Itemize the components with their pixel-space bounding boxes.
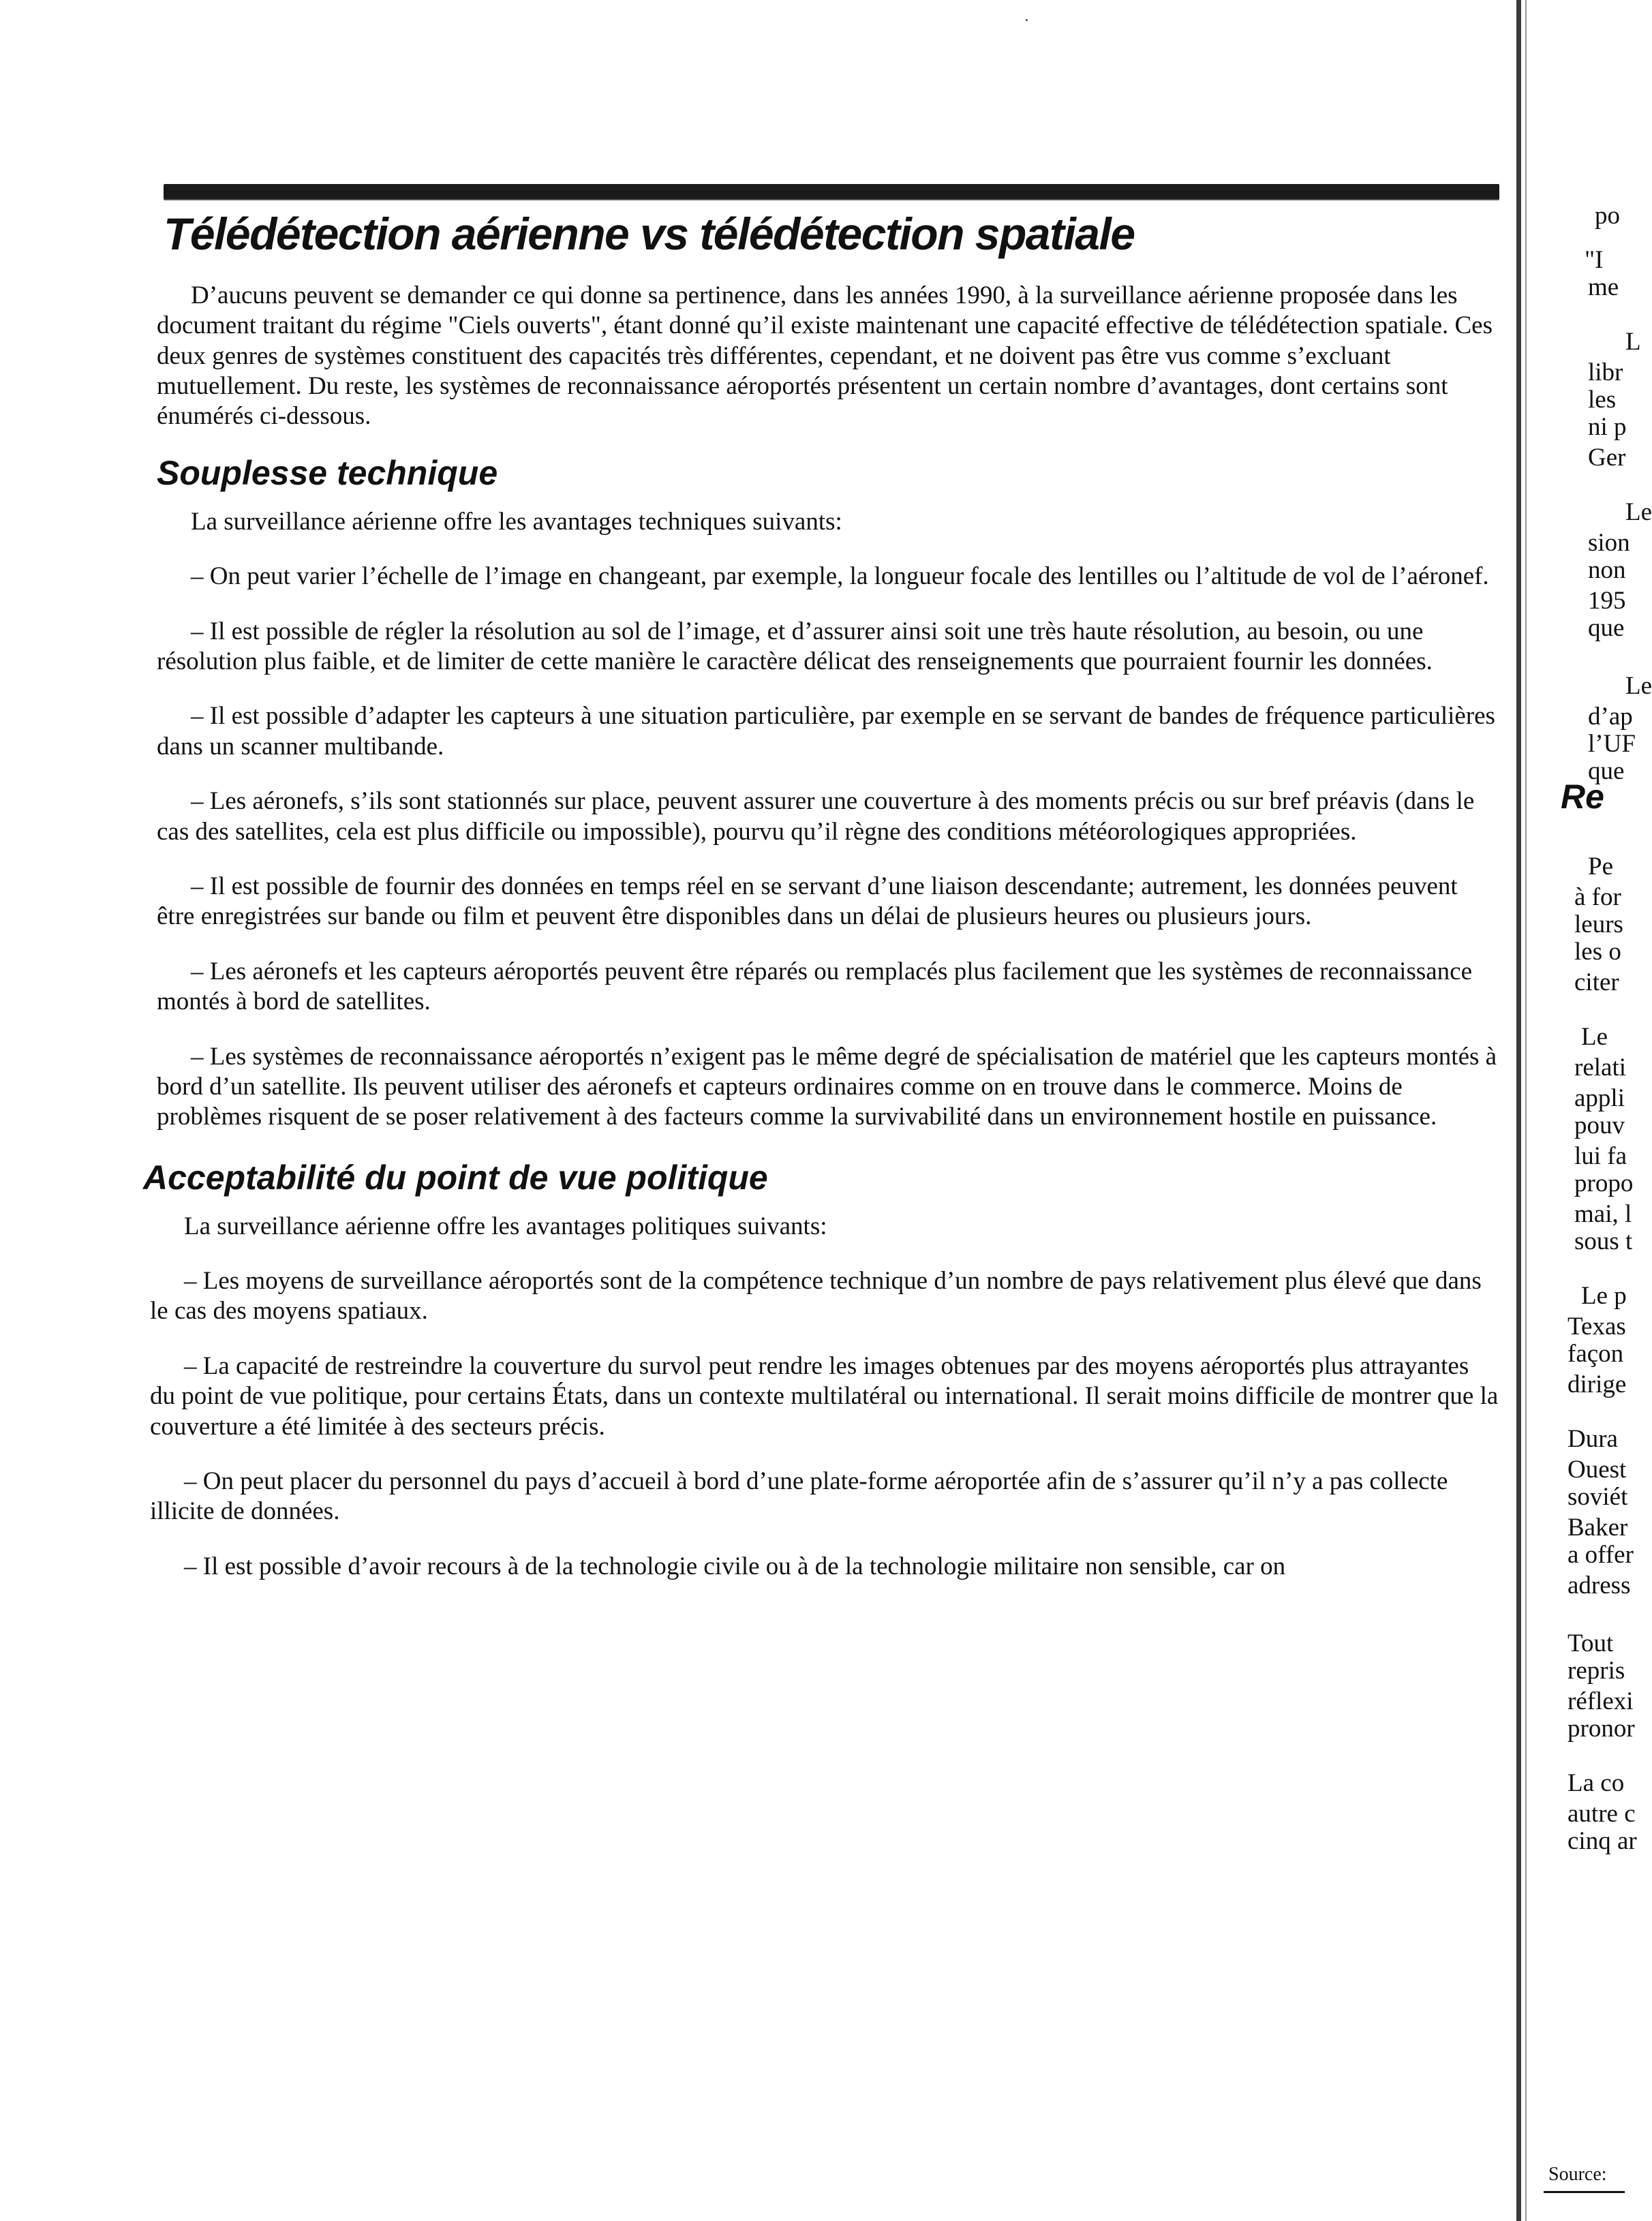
right-column-fragment: que [1588,757,1625,785]
right-column-fragment: Texas [1567,1313,1626,1341]
list-item: – Il est possible de fournir des données en temps réel en se servant d’une liaison descendante; autrement, les données peuvent être enregistrées sur bande ou film et peuvent être disponibles dans un délai de plusieurs heures ou plusieurs jours. [157,872,1458,931]
list-item: – Il est possible de régler la résolution au sol de l’image, et d’assurer ainsi soit une très haute résolution, au besoin, ou une résolution plus faible, et de limiter de cette manière le caractère délicat des renseignements que pourraient fournir les données. [157,617,1433,676]
right-column-fragment: Dura [1567,1425,1618,1453]
header-rule [164,184,1499,199]
right-column-fragment: repris [1567,1657,1625,1685]
right-column-heading: Re [1561,778,1604,816]
column-divider-shadow [1525,0,1527,2221]
source-rule [1544,2191,1625,2193]
intro-paragraph: D’aucuns peuvent se demander ce qui donne sa pertinence, dans les années 1990, à la surveillance aérienne proposée dans les document traitant du régime "Ciels ouverts", étant donné qu’il existe maintenant une capacité effective de télédétection spatiale. Ces deux genres de systèmes constituent des capacités très différentes, cependant, et ne doivent pas être vus comme s’excluant mutuellement. Du reste, les systèmes de reconnaissance aéroportés présentent un certain nombre d’avantages, dont certains sont énumérés ci-dessous. [157,281,1493,431]
right-column-fragment: adress [1567,1572,1631,1599]
list-item: – Les aéronefs, s’ils sont stationnés sur place, peuvent assurer une couverture à des moments précis ou sur bref préavis (dans le cas des satellites, cela est plus difficile ou impossible), pourvu qu’il règne des conditions météorologiques appropriées. [157,787,1475,846]
right-column-fragment: relati [1574,1054,1627,1082]
section-technique [143,453,1499,1133]
right-column-fragment: Le p [1581,1282,1627,1310]
right-column-fragment: non [1588,556,1626,584]
section-heading-politique: Acceptabilité du point de vue politique [143,1158,768,1197]
right-column-fragment: Le [1581,1023,1608,1051]
right-column-fragment: Baker [1567,1514,1628,1542]
right-column-fragment: pouv [1574,1112,1625,1139]
section-politique [143,1157,1499,1582]
right-column-fragment: "I [1585,246,1604,274]
right-column-fragment: ni p [1588,413,1627,441]
right-column-fragment: cinq ar [1567,1827,1637,1855]
list-item: – Les moyens de surveillance aéroportés sont de la compétence technique d’un nombre de pays relativement plus élevé que dans le cas des moyens spatiaux. [150,1267,1482,1326]
right-column-fragment: lui fa [1574,1142,1627,1170]
right-column-fragment: me [1588,273,1619,301]
right-column-fragment: Ger [1588,444,1626,472]
section-lead: La surveillance aérienne offre les avantages politiques suivants: [184,1212,827,1240]
right-column-fragment: leurs [1574,910,1623,938]
list-item: – Il est possible d’avoir recours à de la technologie civile ou à de la technologie militaire non sensible, car on [184,1552,1286,1580]
right-column-fragment: que [1588,614,1625,642]
list-item: – On peut placer du personnel du pays d’accueil à bord d’une plate-forme aéroportée afin de s’assurer qu’il n’y a pas collecte illicite de données. [150,1467,1448,1526]
right-column-fragment: sous t [1574,1227,1633,1255]
right-column-fragment: d’ap [1588,703,1633,731]
right-column-fragment: dirige [1567,1370,1627,1398]
right-column-fragment: pronor [1567,1715,1635,1743]
page-title: Télédétection aérienne vs télédétection spatiale [164,209,1135,259]
right-column-fragment: l’UF [1588,730,1636,758]
list-item: – Il est possible d’adapter les capteurs à une situation particulière, par exemple en se servant de bandes de fréquence particulières dans un scanner multibande. [157,702,1495,761]
right-column-fragment: soviét [1567,1483,1628,1511]
right-column-fragment: 195 [1588,587,1626,615]
right-column-fragment: Tout [1567,1629,1614,1657]
right-column-fragment: Le [1625,672,1652,700]
right-column-fragment: po [1595,202,1620,230]
right-column-fragment: Le [1625,498,1652,526]
right-column-fragment: les [1588,386,1617,414]
list-item: – On peut varier l’échelle de l’image en changeant, par exemple, la longueur focale des lentilles ou l’altitude de vol de l’aéronef. [191,562,1489,591]
section-lead: La surveillance aérienne offre les avantages techniques suivants: [191,507,842,536]
right-column-fragment: réflexi [1567,1687,1634,1715]
right-column-fragment: sion [1588,529,1630,557]
right-column-fragment: Pe [1588,853,1613,880]
right-column-fragment: propo [1574,1169,1634,1197]
section-heading-technique: Souplesse technique [157,453,498,492]
list-item: – La capacité de restreindre la couverture du survol peut rendre les images obtenues par des moyens aéroportés plus attrayantes du point de vue politique, pour certains États, dans un contexte multilatéral ou international. Il serait moins difficile de montrer que la couverture a été limitée à des secteurs précis. [150,1351,1499,1441]
right-column-fragment: autre c [1567,1800,1636,1828]
scan-speck [1026,19,1028,21]
right-column-fragment: appli [1574,1084,1625,1112]
right-column-fragment: L [1625,328,1641,356]
right-column-fragment: a offer [1567,1541,1634,1569]
right-column-fragment: les o [1574,938,1621,966]
right-column-fragment: libr [1588,358,1623,386]
list-item: – Les systèmes de reconnaissance aéroportés n’exigent pas le même degré de spécialisation de matériel que les capteurs montés à bord d’un satellite. Ils peuvent utiliser des aéronefs et capteurs ordinaires comme on en trouve dans le commerce. Moins de problèmes risquent de se poser relativement à des facteurs comme la survivabilité dans un environnement hostile en puissance. [157,1042,1497,1131]
right-column-fragment: à for [1574,883,1621,911]
list-item: – Les aéronefs et les capteurs aéroportés peuvent être réparés ou remplacés plus facilement que les systèmes de reconnaissance montés à bord de satellites. [157,957,1473,1016]
right-column-source: Source: [1548,2164,1607,2185]
column-divider [1516,0,1521,2221]
right-column-fragment: mai, l [1574,1200,1632,1228]
right-column-fragment: citer [1574,968,1619,996]
article [143,184,1499,1606]
right-column-fragment: La co [1567,1769,1625,1797]
right-column-fragment: Ouest [1567,1456,1627,1484]
right-column-fragment: façon [1567,1340,1624,1368]
